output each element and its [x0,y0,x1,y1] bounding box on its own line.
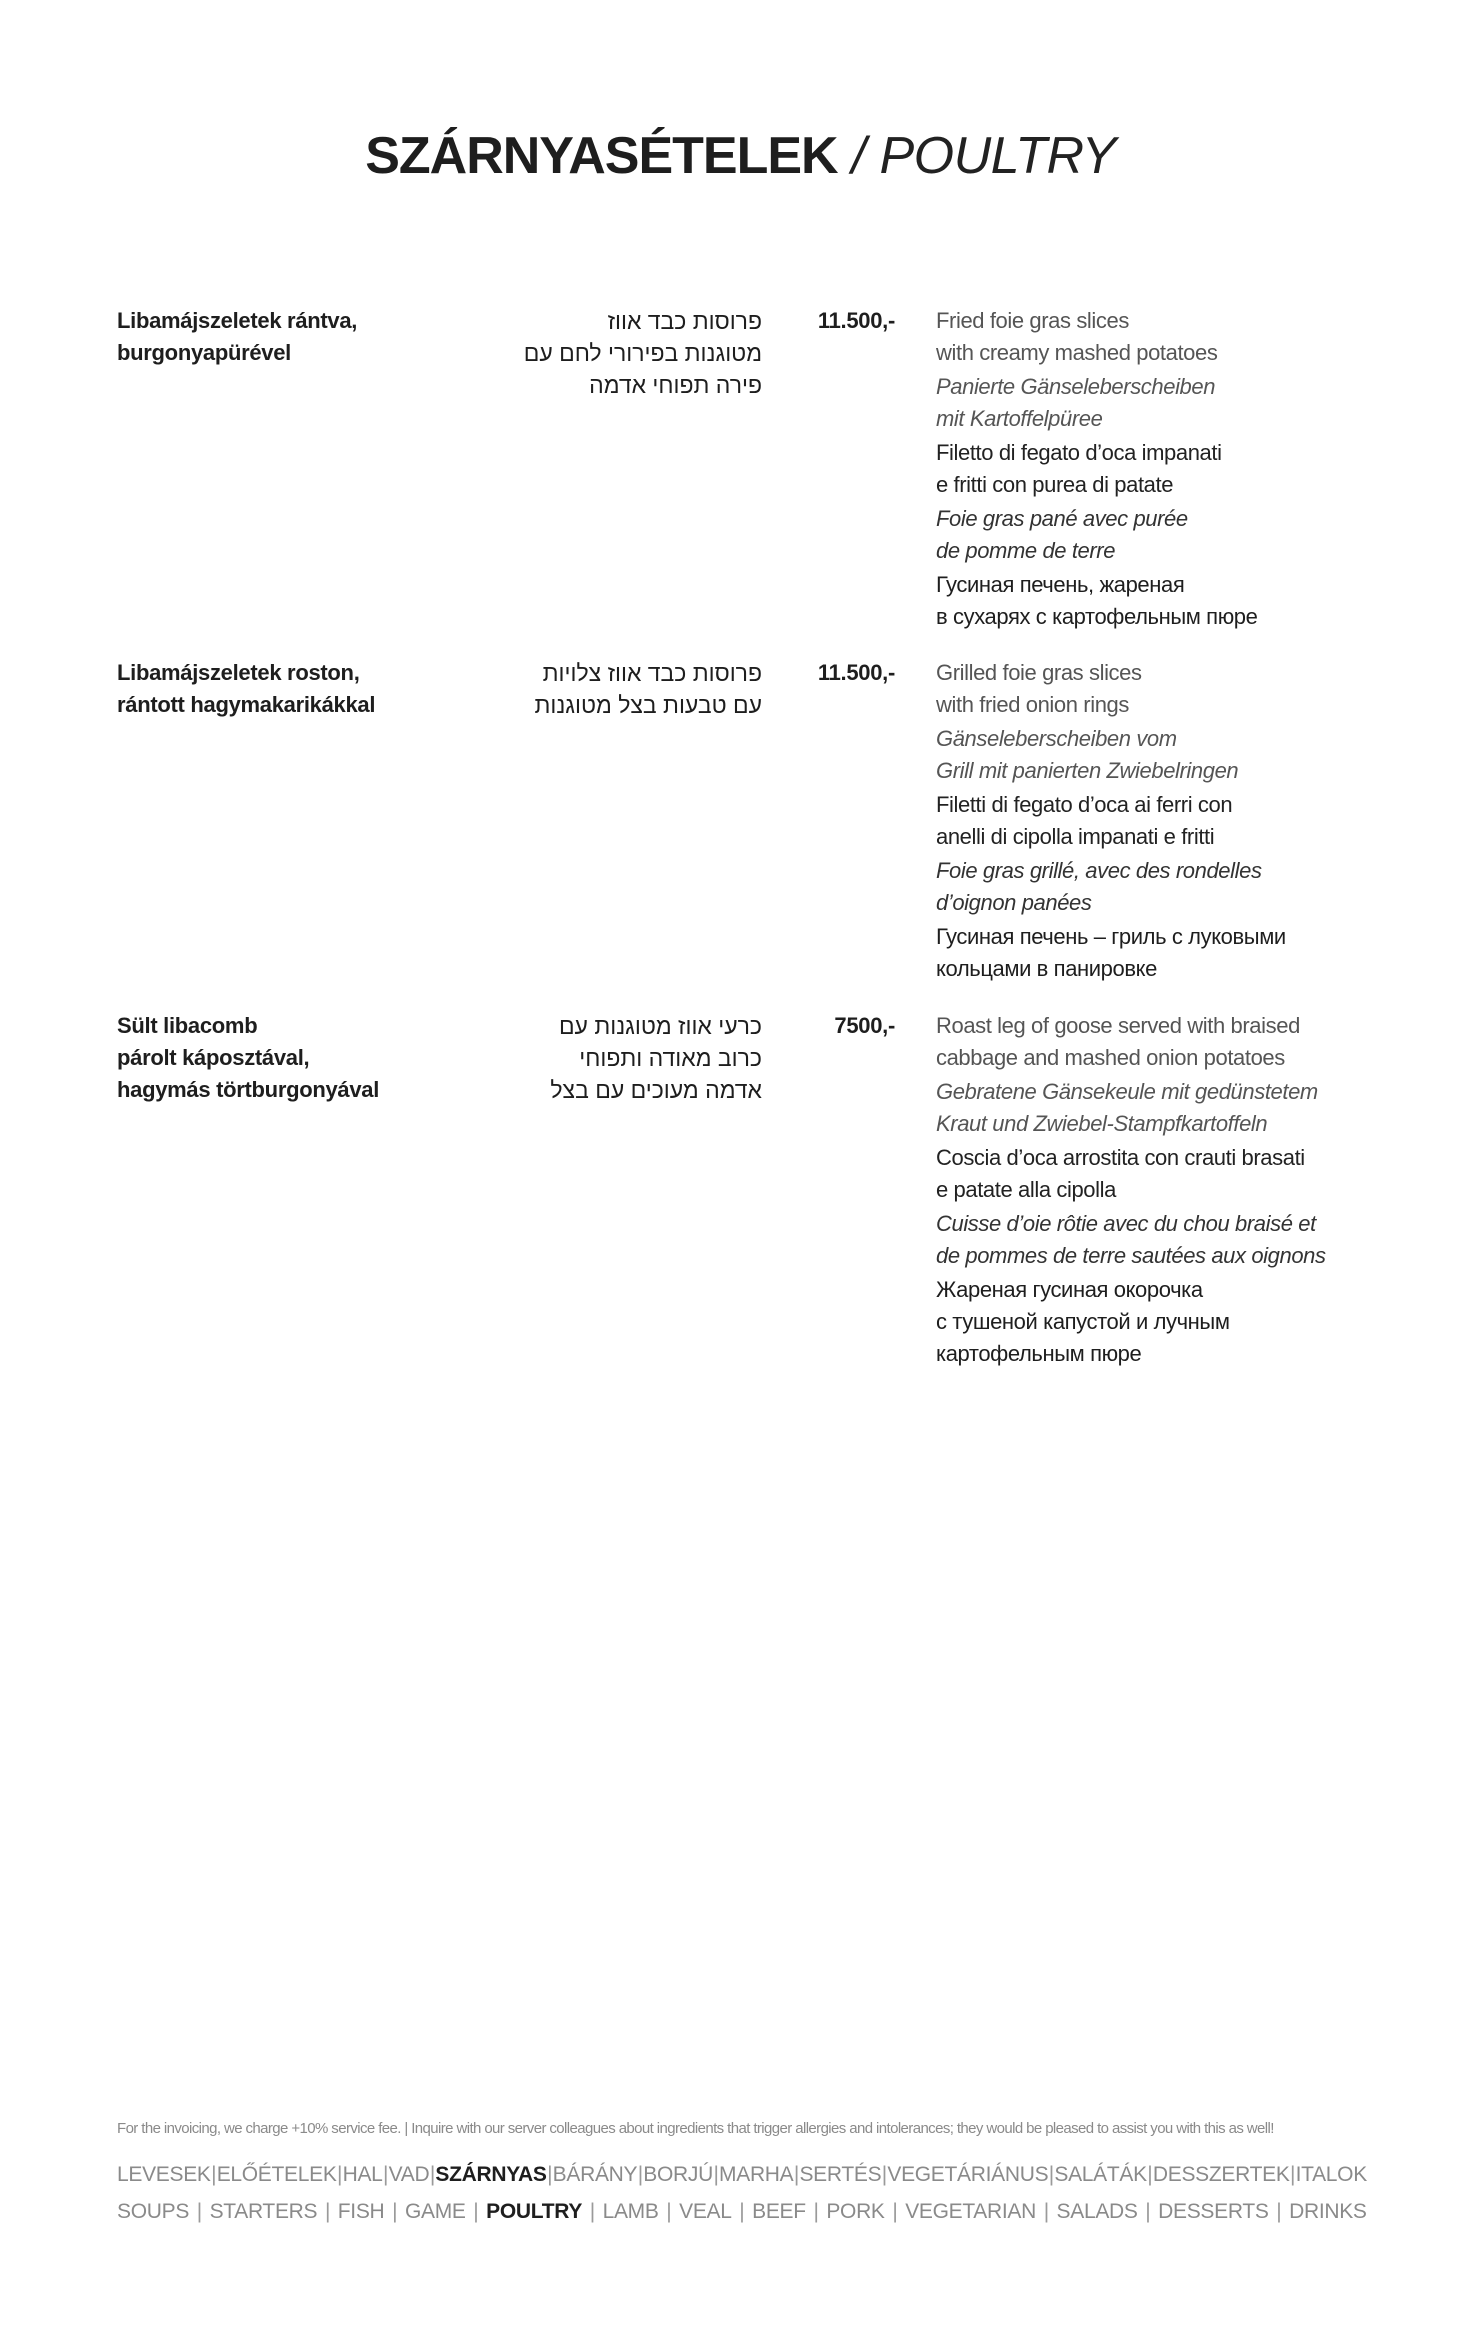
nav-item-hungarian[interactable]: MARHA [719,2163,794,2186]
nav-item-english[interactable]: PORK [826,2200,885,2223]
title-hungarian: SZÁRNYASÉTELEK [365,127,838,185]
nav-item-hungarian[interactable]: VAD [388,2163,430,2186]
description-german: Gebratene Gänsekeule mit gedünstetem [936,1079,1318,1104]
description-french: de pomme de terre [936,538,1116,563]
description-french: Foie gras pané avec purée [936,506,1188,531]
nav-separator: | [793,2163,799,2186]
nav-item-hungarian[interactable]: VEGETÁRIÁNUS [887,2163,1049,2186]
hebrew-line: פרוסות כבד אווז [607,308,762,334]
dish-name-line: burgonyapürével [117,340,291,365]
dish-description [936,1010,1456,1370]
hebrew-line: כרוב מאודה ותפוחי [579,1045,762,1071]
nav-separator: | [739,2200,745,2223]
description-french: Cuisse d’oie rôtie avec du chou braisé et [936,1211,1316,1236]
description-german: Grill mit panierten Zwiebelringen [936,758,1239,783]
dish-description [936,657,1456,985]
nav-separator: | [813,2200,819,2223]
nav-item-hungarian[interactable]: LEVESEK [117,2163,211,2186]
nav-item-english[interactable]: DRINKS [1289,2200,1367,2223]
dish-name-hungarian [117,305,437,369]
description-english: Fried foie gras slices [936,308,1129,333]
dish-description [936,305,1456,633]
description-italian: Filetto di fegato d’oca impanati [936,440,1222,465]
description-german: Panierte Gänseleberscheiben [936,374,1216,399]
description-italian: e patate alla cipolla [936,1177,1116,1202]
hebrew-line: עם טבעות בצל מטוגנות [534,692,762,718]
service-fee-note: For the invoicing, we charge +10% service fee. | Inquire with our server colleagues about ingredients that trigger allergies and intolerances; they would be pleased to assist you with this as well! [117,2120,1274,2137]
nav-separator: | [383,2163,389,2186]
nav-item-english[interactable]: LAMB [602,2200,659,2223]
hebrew-line: אדמה מעוכים עם בצל [550,1077,762,1103]
dish-name-hungarian [117,657,437,721]
description-english: Grilled foie gras slices [936,660,1142,685]
dish-name-line: Sült libacomb [117,1013,258,1038]
description-russian: Гусиная печень, жареная [936,572,1185,597]
dish-name-line: hagymás törtburgonyával [117,1077,380,1102]
description-german: Kraut und Zwiebel-Stampfkartoffeln [936,1111,1268,1136]
description-russian: с тушеной капустой и лучным [936,1309,1230,1334]
nav-item-english[interactable]: FISH [337,2200,385,2223]
nav-separator: | [881,2163,887,2186]
nav-item-hungarian[interactable]: BÁRÁNY [552,2163,638,2186]
description-russian: картофельным пюре [936,1341,1142,1366]
dish-name-line: Libamájszeletek roston, [117,660,360,685]
hebrew-line: כרעי אווז מטוגנות עם [558,1013,762,1039]
description-english: with fried onion rings [936,692,1129,717]
dish-name-hebrew [432,657,762,721]
nav-separator: | [337,2163,343,2186]
description-italian: e fritti con purea di patate [936,472,1174,497]
nav-separator: | [1043,2200,1049,2223]
hebrew-line: פירה תפוחי אדמה [589,372,762,398]
nav-item-hungarian[interactable]: HAL [342,2163,383,2186]
nav-separator: | [392,2200,398,2223]
nav-item-english[interactable]: POULTRY [486,2200,583,2223]
description-russian: Гусиная печень – гриль с луковыми [936,924,1286,949]
nav-separator: | [473,2200,479,2223]
nav-separator: | [1145,2200,1151,2223]
page-title [0,124,1481,188]
description-russian: в сухарях с картофельным пюре [936,604,1258,629]
nav-separator: | [324,2200,331,2223]
dish-name-line: rántott hagymakarikákkal [117,692,376,717]
hebrew-line: מטוגנות בפירורי לחם עם [523,340,762,366]
dish-price: 11.500,- [817,308,895,333]
description-italian: Coscia d’oca arrostita con crauti brasati [936,1145,1305,1170]
description-french: Foie gras grillé, avec des rondelles [936,858,1262,883]
dish-name-hungarian [117,1010,437,1106]
nav-separator: | [547,2163,553,2186]
nav-separator: | [1147,2163,1153,2186]
nav-item-english[interactable]: DESSERTS [1158,2200,1269,2223]
nav-item-english[interactable]: STARTERS [209,2200,318,2223]
nav-separator: | [196,2200,202,2223]
nav-separator: | [637,2163,643,2186]
nav-separator: | [589,2200,595,2223]
nav-item-hungarian[interactable]: BORJÚ [643,2163,713,2186]
title-english: POULTRY [879,127,1116,185]
nav-separator: | [666,2200,672,2223]
description-german: mit Kartoffelpüree [936,406,1103,431]
nav-separator: | [211,2163,217,2186]
description-italian: anelli di cipolla impanati e fritti [936,824,1215,849]
dish-name-hebrew [432,305,762,401]
description-russian: Жареная гусиная окорочка [936,1277,1203,1302]
nav-item-hungarian[interactable]: SERTÉS [799,2163,882,2186]
description-french: de pommes de terre sautées aux oignons [936,1243,1326,1268]
nav-item-english[interactable]: VEAL [679,2200,732,2223]
dish-name-line: Libamájszeletek rántva, [117,308,358,333]
nav-separator: | [892,2200,898,2223]
nav-separator: | [429,2163,435,2186]
description-french: d’oignon panées [936,890,1092,915]
dish-name-hebrew [432,1010,762,1106]
description-english: with creamy mashed potatoes [936,340,1218,365]
category-nav-hungarian [117,2161,1367,2189]
nav-item-hungarian[interactable]: ELŐÉTELEK [216,2163,337,2186]
dish-price: 7500,- [834,1013,895,1038]
category-nav-english [117,2198,1367,2226]
nav-item-hungarian[interactable]: ITALOK [1295,2163,1367,2186]
nav-separator: | [1289,2163,1296,2186]
nav-item-hungarian[interactable]: DESSZERTEK [1152,2163,1290,2186]
dish-price: 11.500,- [817,660,895,685]
nav-separator: | [1276,2200,1282,2223]
nav-item-hungarian[interactable]: SALÁTÁK [1054,2163,1147,2186]
hebrew-line: פרוסות כבד אווז צלויות [542,660,762,686]
nav-item-english[interactable]: SALADS [1056,2200,1138,2223]
nav-item-english[interactable]: GAME [404,2200,466,2223]
nav-item-english[interactable]: VEGETARIAN [905,2200,1036,2223]
nav-item-english[interactable]: SOUPS [117,2200,190,2223]
nav-separator: | [713,2163,719,2186]
title-separator: / [851,127,866,185]
description-italian: Filetti di fegato d’oca ai ferri con [936,792,1233,817]
description-english: Roast leg of goose served with braised [936,1013,1300,1038]
nav-separator: | [1048,2163,1054,2186]
description-english: cabbage and mashed onion potatoes [936,1045,1285,1070]
description-russian: кольцами в панировке [936,956,1157,981]
description-german: Gänseleberscheiben vom [936,726,1177,751]
nav-item-hungarian[interactable]: SZÁRNYAS [435,2163,547,2186]
nav-item-english[interactable]: BEEF [752,2200,806,2223]
dish-name-line: párolt káposztával, [117,1045,310,1070]
